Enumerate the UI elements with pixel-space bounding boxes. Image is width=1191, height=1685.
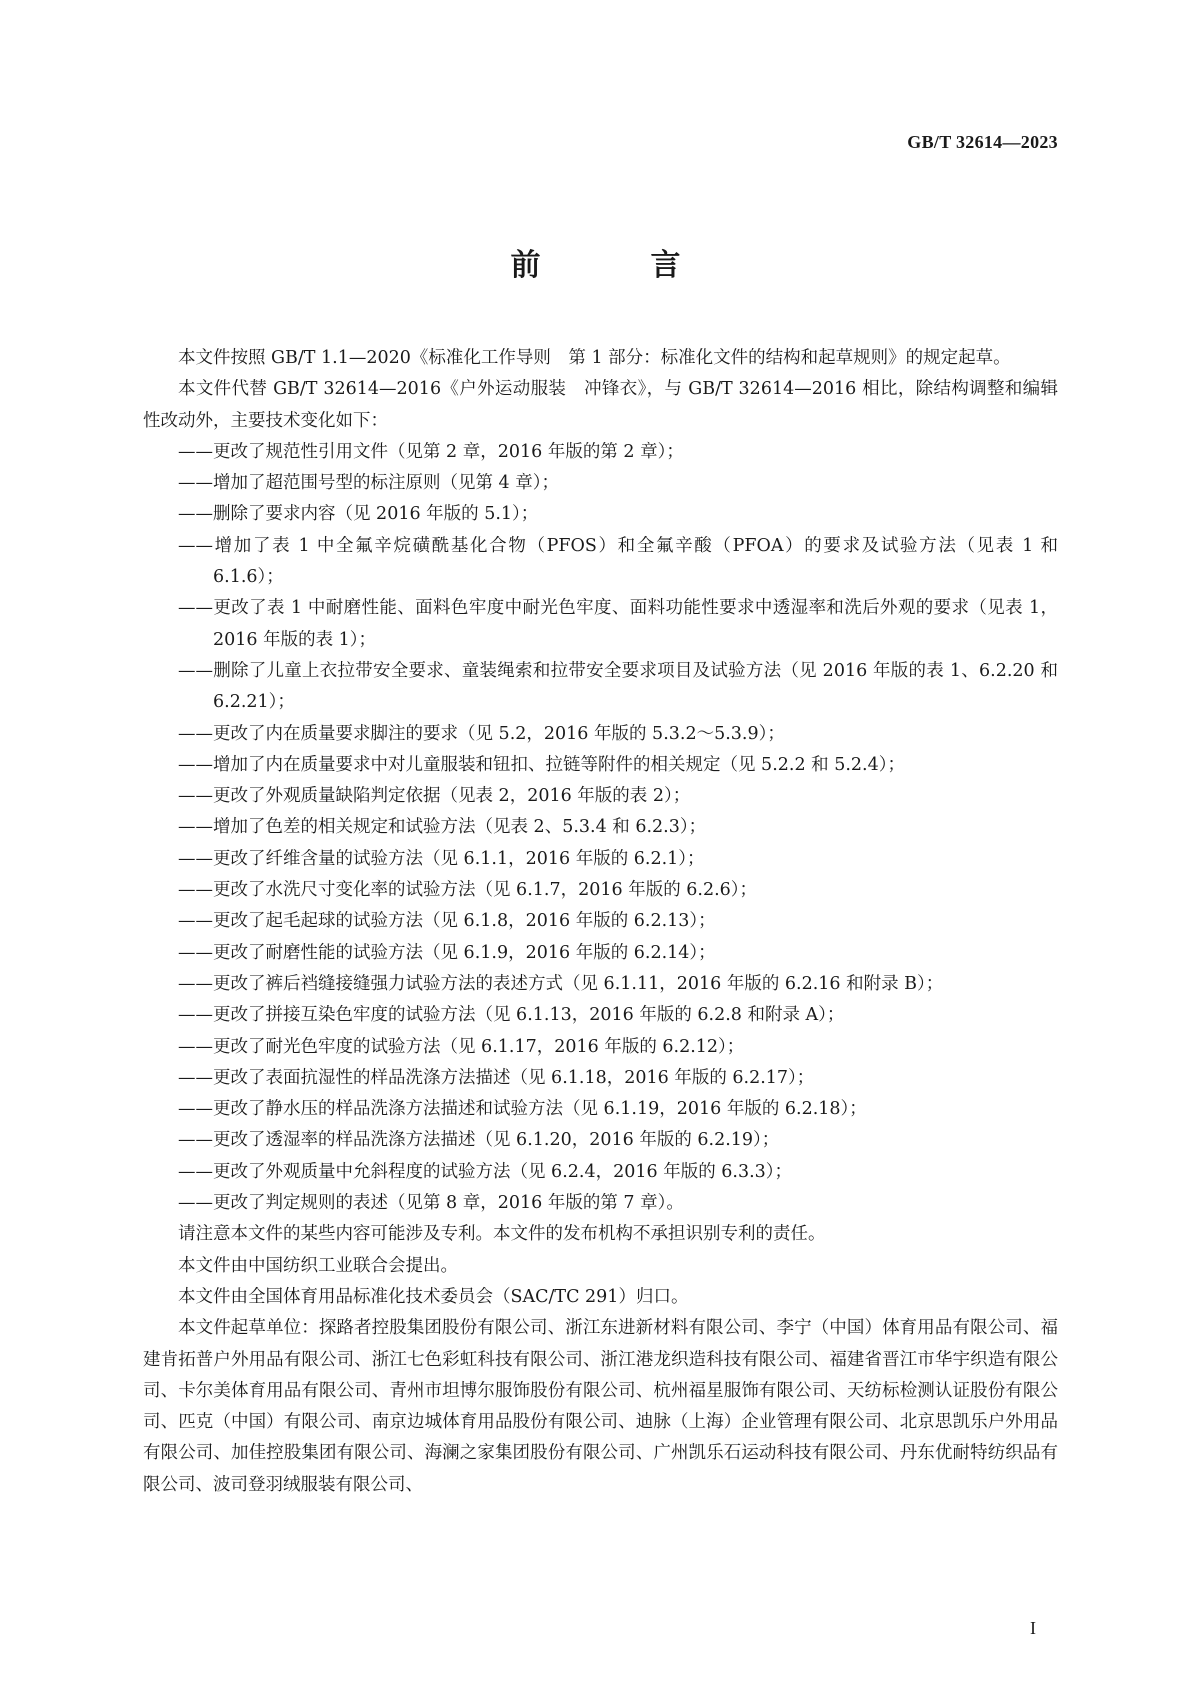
drafting-units: 本文件起草单位：探路者控股集团股份有限公司、浙江东进新材料有限公司、李宁（中国）体育用品有限公司、福建肯拓普户外用品有限公司、浙江七色彩虹科技有限公司、浙江港龙织造科技有限公司、福建省晋江市华宇织造有限公司、卡尔美体育用品有限公司、青州市坦博尔服饰股份有限公司、杭州福星服饰有限公司、天纺标检测认证股份有限公司、匹克（中国）有限公司、南京边城体育用品股份有限公司、迪脉（上海）企业管理有限公司、北京思凯乐户外用品有限公司、加佳控股集团有限公司、海澜之家集团股份有限公司、广州凯乐石运动科技有限公司、丹东优耐特纺织品有限公司、波司登羽绒服装有限公司、 (143, 1318, 1058, 1495)
change-item: ——增加了内在质量要求中对儿童服装和钮扣、拉链等附件的相关规定（见 5.2.2 和 5.2.4）； (178, 754, 905, 775)
page-number: I (1030, 1618, 1036, 1638)
change-item: ——增加了色差的相关规定和试验方法（见表 2、5.3.4 和 6.2.3）； (178, 817, 707, 838)
change-item: ——删除了要求内容（见 2016 年版的 5.1）； (178, 504, 539, 525)
change-item: ——更改了拼接互染色牢度的试验方法（见 6.1.13，2016 年版的 6.2.8 和附录 A）； (178, 1005, 845, 1026)
change-item: ——更改了裤后裆缝接缝强力试验方法的表述方式（见 6.1.11，2016 年版的 6.2.16 和附录 B）； (178, 973, 944, 994)
intro-paragraph: 本文件代替 GB/T 32614—2016《户外运动服装 冲锋衣》，与 GB/T 32614—2016 相比，除结构调整和编辑性改动外，主要技术变化如下： (143, 379, 1058, 431)
change-item: ——更改了外观质量缺陷判定依据（见表 2，2016 年版的表 2）； (178, 786, 691, 807)
change-item: ——更改了水洗尺寸变化率的试验方法（见 6.1.7，2016 年版的 6.2.6）； (178, 880, 758, 901)
change-item: ——更改了内在质量要求脚注的要求（见 5.2，2016 年版的 5.3.2～5.3.9）； (178, 723, 785, 744)
change-item: ——更改了静水压的样品洗涤方法描述和试验方法（见 6.1.19，2016 年版的 6.2.18）； (178, 1099, 867, 1120)
change-item: ——更改了纤维含量的试验方法（见 6.1.1，2016 年版的 6.2.1）； (178, 848, 705, 869)
patent-notice: 请注意本文件的某些内容可能涉及专利。本文件的发布机构不承担识别专利的责任。 (178, 1224, 826, 1245)
change-item: ——更改了透湿率的样品洗涤方法描述（见 6.1.20，2016 年版的 6.2.19）； (178, 1130, 780, 1151)
intro-paragraph: 本文件按照 GB/T 1.1—2020《标准化工作导则 第 1 部分：标准化文件的结构和起草规则》的规定起草。 (178, 348, 1011, 368)
proposer-statement: 本文件由中国纺织工业联合会提出。 (178, 1255, 458, 1276)
document-number: GB/T 32614—2023 (907, 132, 1058, 152)
change-item: ——增加了表 1 中全氟辛烷磺酰基化合物（PFOS）和全氟辛酸（PFOA）的要求及试验方法（见表 1 和 6.1.6）； (178, 535, 1058, 588)
change-item: ——更改了外观质量中允斜程度的试验方法（见 6.2.4，2016 年版的 6.3.3）； (178, 1161, 793, 1182)
change-item: ——更改了起毛起球的试验方法（见 6.1.8，2016 年版的 6.2.13）； (178, 911, 716, 932)
change-item: ——删除了儿童上衣拉带安全要求、童装绳索和拉带安全要求项目及试验方法（见 2016 年版的表 1、6.2.20 和 6.2.21）； (178, 660, 1058, 713)
change-item: ——增加了超范围号型的标注原则（见第 4 章）； (178, 473, 560, 494)
change-item: ——更改了耐光色牢度的试验方法（见 6.1.17，2016 年版的 6.2.12）； (178, 1036, 745, 1057)
preface-body (143, 343, 1058, 1501)
committee-statement: 本文件由全国体育用品标准化技术委员会（SAC/TC 291）归口。 (178, 1286, 689, 1307)
change-item: ——更改了耐磨性能的试验方法（见 6.1.9，2016 年版的 6.2.14）； (178, 942, 716, 963)
change-item: ——更改了判定规则的表述（见第 8 章，2016 年版的第 7 章）。 (178, 1193, 684, 1214)
change-item: ——更改了规范性引用文件（见第 2 章，2016 年版的第 2 章）； (178, 441, 684, 462)
change-item: ——更改了表面抗湿性的样品洗涤方法描述（见 6.1.18，2016 年版的 6.2.17）； (178, 1067, 815, 1088)
page-title: 前 言 (510, 248, 721, 283)
change-item: ——更改了表 1 中耐磨性能、面料色牢度中耐光色牢度、面料功能性要求中透湿率和洗后外观的要求（见表 1，2016 年版的表 1）； (178, 598, 1058, 650)
